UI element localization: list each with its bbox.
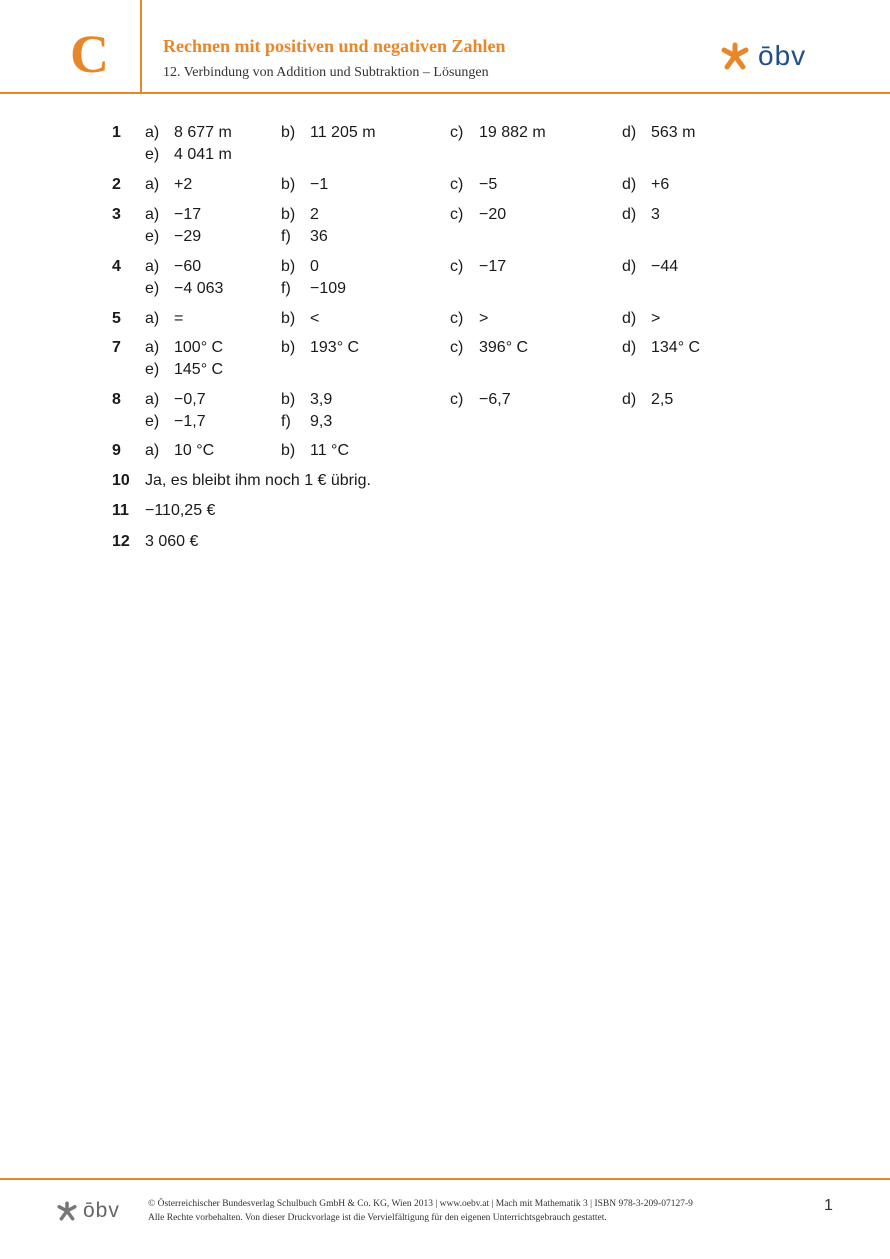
answer-label: a) xyxy=(145,339,160,356)
exercise-number: 12 xyxy=(112,533,130,550)
chapter-letter: C xyxy=(70,24,109,84)
answer-cell xyxy=(145,308,183,330)
answer-label: c) xyxy=(450,339,464,356)
answer-value: −17 xyxy=(174,206,202,223)
exercise-number: 8 xyxy=(112,391,121,408)
answer-label: e) xyxy=(145,280,160,297)
answer-value: 10 °C xyxy=(174,442,215,459)
answer-line xyxy=(0,411,890,433)
footer-line-1: © Österreichischer Bundesverlag Schulbuch GmbH & Co. KG, Wien 2013 | www.oebv.at | Mach mit Mathematik 3 | ISBN 978-3-209-07127-9 xyxy=(148,1199,693,1209)
exercise-12 xyxy=(0,531,890,553)
answer-value: 11 205 m xyxy=(310,124,376,141)
answer-cell xyxy=(145,144,232,166)
answer-label: e) xyxy=(145,228,160,245)
answer-label: a) xyxy=(145,258,160,275)
answer-cell xyxy=(281,122,376,144)
footer-logo xyxy=(55,1199,120,1223)
exercise-2 xyxy=(0,174,890,196)
answer-label: c) xyxy=(450,258,464,275)
answer-cell xyxy=(450,256,506,278)
answer-cell xyxy=(281,278,346,300)
answer-cell xyxy=(145,256,201,278)
answer-cell xyxy=(622,389,673,411)
answer-value: 100° C xyxy=(174,339,224,356)
answer-value: −17 xyxy=(479,258,507,275)
answer-value: 19 882 m xyxy=(479,124,546,141)
exercise-5 xyxy=(0,308,890,330)
answer-line xyxy=(0,144,890,166)
header-divider xyxy=(140,0,142,94)
answer-cell xyxy=(145,278,223,300)
answer-label: c) xyxy=(450,124,464,141)
answer-line xyxy=(0,174,890,196)
answer-cell xyxy=(281,337,359,359)
answer-cell xyxy=(281,308,319,330)
answer-cell xyxy=(281,226,328,248)
answer-line xyxy=(0,359,890,381)
answer-label: c) xyxy=(450,206,464,223)
answer-cell xyxy=(145,411,206,433)
footer-logo-wordmark: ōbv xyxy=(83,1199,120,1222)
answer-line xyxy=(0,500,890,522)
answer-cell xyxy=(145,122,232,144)
exercise-7 xyxy=(0,337,890,381)
answer-value: > xyxy=(651,310,661,327)
answer-label: d) xyxy=(622,391,637,408)
answer-label: d) xyxy=(622,339,637,356)
answer-label: d) xyxy=(622,258,637,275)
answer-value: −0,7 xyxy=(174,391,206,408)
exercise-number: 4 xyxy=(112,258,121,275)
exercise-number: 10 xyxy=(112,472,130,489)
footer-copyright xyxy=(148,1197,693,1225)
answer-label: a) xyxy=(145,176,160,193)
answer-cell xyxy=(145,389,206,411)
answer-line xyxy=(0,337,890,359)
exercise-number: 9 xyxy=(112,442,121,459)
answer-cell xyxy=(622,174,669,196)
answer-value: −29 xyxy=(174,228,202,245)
page-number: 1 xyxy=(824,1197,833,1214)
answer-value: +2 xyxy=(174,176,193,193)
exercise-number: 5 xyxy=(112,310,121,327)
answer-label: f) xyxy=(281,228,291,245)
answer-value: 145° C xyxy=(174,361,224,378)
answer-value: 563 m xyxy=(651,124,696,141)
answer-value: 2,5 xyxy=(651,391,674,408)
answer-value: 0 xyxy=(310,258,319,275)
answer-cell xyxy=(281,174,328,196)
answer-cell xyxy=(450,308,488,330)
answer-value: 2 xyxy=(310,206,319,223)
answer-cell xyxy=(450,204,506,226)
answer-value: 193° C xyxy=(310,339,360,356)
answer-cell xyxy=(281,256,319,278)
exercise-8 xyxy=(0,389,890,433)
answer-line xyxy=(0,226,890,248)
answer-label: a) xyxy=(145,442,160,459)
answer-label: b) xyxy=(281,310,296,327)
answer-value: 134° C xyxy=(651,339,701,356)
answer-cell xyxy=(281,204,319,226)
answer-value: 36 xyxy=(310,228,328,245)
answer-value: 3 xyxy=(651,206,660,223)
answer-label: b) xyxy=(281,391,296,408)
answer-cell xyxy=(281,389,332,411)
answer-label: a) xyxy=(145,206,160,223)
answer-label: b) xyxy=(281,258,296,275)
answer-cell xyxy=(450,337,528,359)
answer-value: −20 xyxy=(479,206,507,223)
answer-line xyxy=(0,278,890,300)
answer-cell xyxy=(145,226,201,248)
answer-cell xyxy=(281,411,332,433)
answer-cell xyxy=(622,122,695,144)
exercise-4 xyxy=(0,256,890,300)
page-header xyxy=(0,0,890,94)
answer-label: e) xyxy=(145,146,160,163)
answer-label: b) xyxy=(281,442,296,459)
exercise-number: 11 xyxy=(112,502,129,519)
publisher-logo xyxy=(718,40,806,72)
answer-value: 4 041 m xyxy=(174,146,232,163)
answer-label: f) xyxy=(281,280,291,297)
answer-label: c) xyxy=(450,176,464,193)
exercise-3 xyxy=(0,204,890,248)
answer-value: −4 063 xyxy=(174,280,224,297)
answer-value: −5 xyxy=(479,176,498,193)
answer-value: 11 °C xyxy=(310,442,350,459)
answer-label: b) xyxy=(281,176,296,193)
answer-value: +6 xyxy=(651,176,670,193)
answer-value: = xyxy=(174,310,184,327)
answer-cell xyxy=(622,256,678,278)
answer-label: a) xyxy=(145,310,160,327)
answer-label: b) xyxy=(281,124,296,141)
answer-line xyxy=(0,204,890,226)
answer-value: > xyxy=(479,310,489,327)
answer-line xyxy=(0,308,890,330)
answer-line xyxy=(0,470,890,492)
answer-label: a) xyxy=(145,124,160,141)
answer-cell xyxy=(450,174,497,196)
page-subtitle: 12. Verbindung von Addition und Subtraktion – Lösungen xyxy=(163,65,489,80)
answer-label: d) xyxy=(622,206,637,223)
answer-cell xyxy=(145,174,192,196)
answer-cell xyxy=(450,122,546,144)
page-title: Rechnen mit positiven und negativen Zahlen xyxy=(163,36,506,56)
logo-wordmark: ōbv xyxy=(758,40,807,71)
answer-value: −60 xyxy=(174,258,202,275)
answer-label: d) xyxy=(622,176,637,193)
exercise-10 xyxy=(0,470,890,492)
answer-value: −44 xyxy=(651,258,679,275)
answer-line xyxy=(0,122,890,144)
answer-label: b) xyxy=(281,206,296,223)
answer-cell xyxy=(145,204,201,226)
exercise-number: 2 xyxy=(112,176,121,193)
exercise-9 xyxy=(0,440,890,462)
exercise-number: 7 xyxy=(112,339,121,356)
answer-label: d) xyxy=(622,310,637,327)
exercise-number: 3 xyxy=(112,206,121,223)
answer-label: b) xyxy=(281,339,296,356)
answer-value: −109 xyxy=(310,280,347,297)
answer-cell xyxy=(622,308,660,330)
answer-label: c) xyxy=(450,391,464,408)
answer-label: a) xyxy=(145,391,160,408)
answer-value: 8 677 m xyxy=(174,124,232,141)
oebv-star-icon xyxy=(718,40,752,72)
answer-line xyxy=(0,389,890,411)
answer-cell xyxy=(145,440,214,462)
exercise-1 xyxy=(0,122,890,166)
answer-label: e) xyxy=(145,413,160,430)
answer-cell xyxy=(622,204,660,226)
answer-cell xyxy=(145,359,223,381)
answer-cell xyxy=(145,337,223,359)
answer-value: < xyxy=(310,310,320,327)
answer-line xyxy=(0,440,890,462)
exercise-11 xyxy=(0,500,890,522)
answer-value: 396° C xyxy=(479,339,529,356)
answer-value: −1,7 xyxy=(174,413,206,430)
oebv-star-icon xyxy=(55,1199,79,1223)
answer-label: e) xyxy=(145,361,160,378)
answer-value: 3,9 xyxy=(310,391,333,408)
answer-label: c) xyxy=(450,310,464,327)
exercise-number: 1 xyxy=(112,124,121,141)
answer-cell xyxy=(450,389,511,411)
answer-line xyxy=(0,531,890,553)
answer-line xyxy=(0,256,890,278)
answer-label: d) xyxy=(622,124,637,141)
answer-label: f) xyxy=(281,413,291,430)
answer-value: 9,3 xyxy=(310,413,333,430)
answer-cell xyxy=(622,337,700,359)
footer-line-2: Alle Rechte vorbehalten. Von dieser Druckvorlage ist die Vervielfältigung für den eigenen Unterrichtsgebrauch gestattet. xyxy=(148,1213,607,1223)
answer-value: −6,7 xyxy=(479,391,511,408)
answer-text: −110,25 € xyxy=(145,502,216,519)
answer-value: −1 xyxy=(310,176,329,193)
answer-cell xyxy=(281,440,349,462)
answer-text: 3 060 € xyxy=(145,533,199,550)
answer-text: Ja, es bleibt ihm noch 1 € übrig. xyxy=(145,472,371,489)
footer-divider xyxy=(0,1178,890,1180)
